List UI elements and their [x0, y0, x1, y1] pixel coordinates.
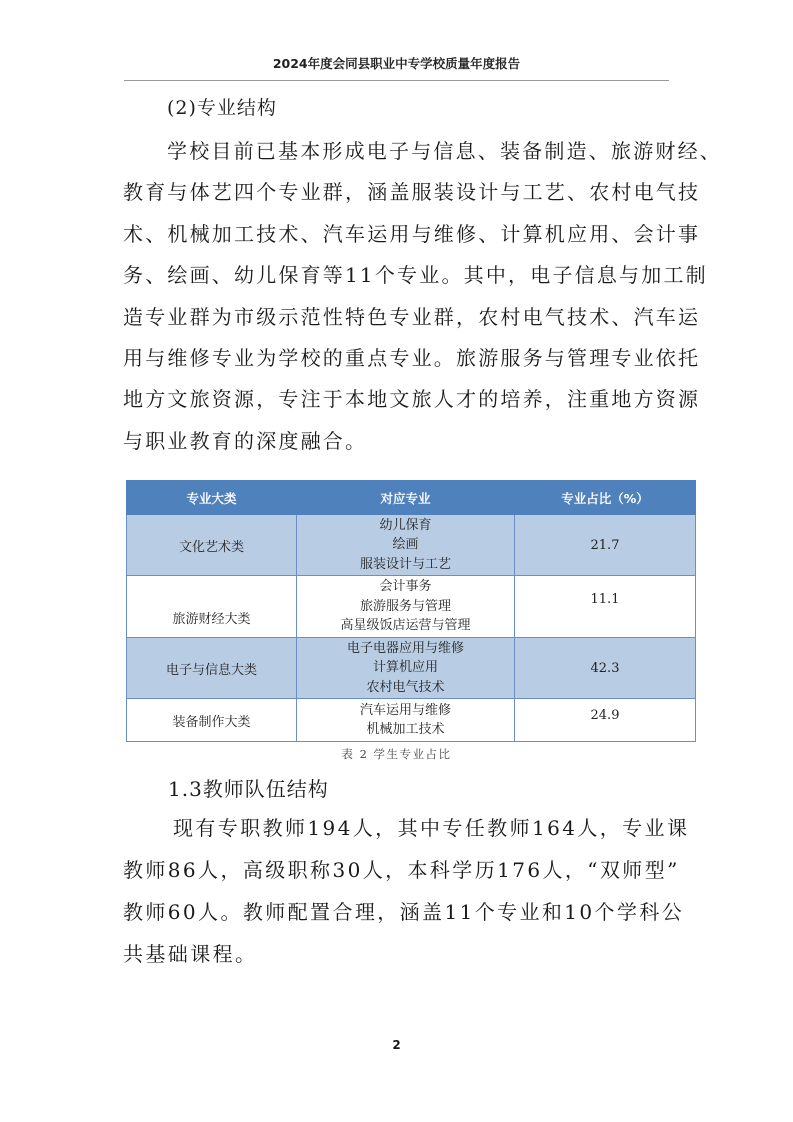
subsection-title: 1.3教师队伍结构 [168, 777, 329, 801]
intro-paragraph [123, 131, 722, 462]
table-row [127, 576, 696, 638]
teachers-paragraph [123, 807, 690, 975]
paragraph-line: 现有专职教师194人，其中专任教师164人，专业课 [173, 816, 690, 840]
category-cell: 旅游财经大类 [127, 576, 297, 638]
paragraph-line: 造专业群为市级示范性特色专业群，农村电气技术、汽车运 [123, 304, 701, 329]
major-item: 农村电气技术 [366, 679, 445, 695]
percent-cell: 42.3 [515, 638, 696, 699]
major-item: 绘画 [392, 537, 419, 553]
major-item: 汽车运用与维修 [359, 702, 451, 718]
percent-cell: 24.9 [515, 699, 696, 742]
majors-cell [297, 638, 515, 699]
table-caption: 表 2 学生专业占比 [341, 747, 452, 761]
majors-cell [297, 576, 515, 638]
major-distribution-table [126, 480, 696, 742]
paragraph-line: 地方文旅资源，专注于本地文旅人才的培养，注重地方资源 [123, 387, 701, 412]
paragraph-line: 教师60人。教师配置合理，涵盖11个专业和10个学科公 [123, 900, 685, 924]
table-row [127, 515, 696, 576]
paragraph-line: 用与维修专业为学校的重点专业。旅游服务与管理专业依托 [123, 345, 701, 370]
major-item: 高星级饭店运营与管理 [340, 618, 471, 634]
column-header-category: 专业大类 [127, 481, 297, 515]
major-item: 服装设计与工艺 [359, 556, 451, 572]
category-cell: 文化艺术类 [127, 515, 297, 576]
major-item: 机械加工技术 [366, 722, 445, 737]
major-item: 旅游服务与管理 [359, 598, 451, 614]
paragraph-line: 与职业教育的深度融合。 [123, 428, 368, 453]
table-row [127, 638, 696, 699]
column-header-majors: 对应专业 [297, 481, 515, 515]
paragraph-line: 共基础课程。 [123, 942, 258, 966]
percent-cell: 21.7 [515, 515, 696, 576]
section-title: (2)专业结构 [167, 97, 277, 119]
percent-cell: 11.1 [515, 576, 696, 638]
major-item: 电子电器应用与维修 [346, 640, 464, 656]
table-header-row [127, 481, 696, 515]
paragraph-line: 术、机械加工技术、汽车运用与维修、计算机应用、会计事 [123, 221, 701, 246]
page-number: 2 [392, 1038, 401, 1052]
paragraph-line: 教师86人，高级职称30人，本科学历176人，“双师型” [123, 858, 680, 882]
category-cell: 装备制作大类 [127, 699, 297, 742]
majors-cell [297, 699, 515, 742]
table-row [127, 699, 696, 742]
paragraph-line: 学校目前已基本形成电子与信息、装备制造、旅游财经、 [167, 139, 722, 163]
major-item: 幼儿保育 [379, 517, 432, 533]
major-item: 计算机应用 [372, 660, 438, 676]
page-header: 2024年度会同县职业中专学校质量年度报告 [272, 56, 521, 71]
category-cell: 电子与信息大类 [127, 638, 297, 699]
paragraph-line: 教育与体艺四个专业群，涵盖服装设计与工艺、农村电气技 [123, 180, 701, 205]
majors-cell [297, 515, 515, 576]
column-header-percent: 专业占比（%） [515, 481, 696, 515]
paragraph-line: 务、绘画、幼儿保育等11个专业。其中，电子信息与加工制 [123, 263, 708, 288]
major-item: 会计事务 [379, 579, 432, 595]
header-divider [124, 80, 669, 81]
